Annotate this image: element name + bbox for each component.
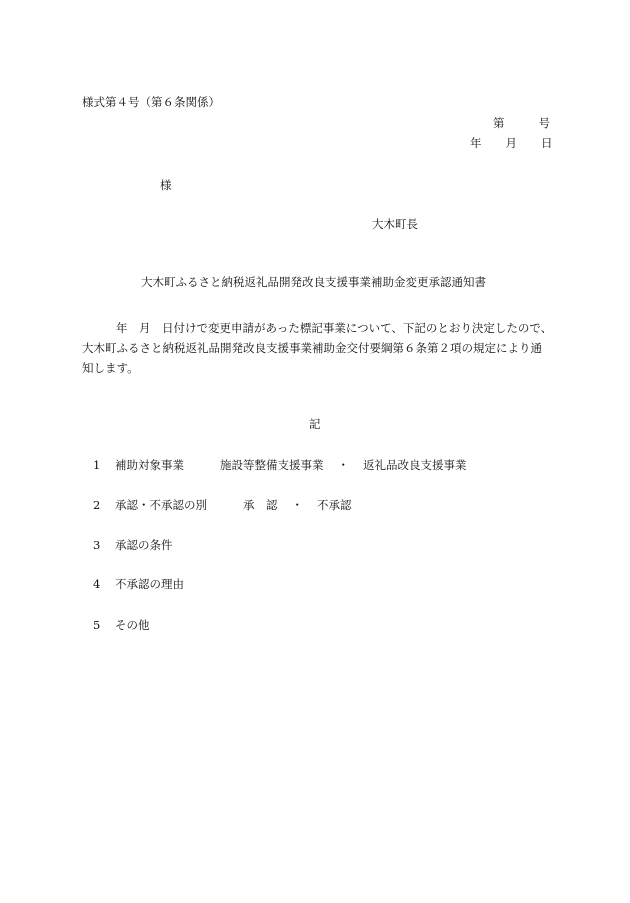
body-line-1: 年 月 日付けで変更申請があった標記事業について、下記のとおり決定したので、 <box>116 321 553 335</box>
number-dai: 第 <box>493 116 505 130</box>
item-label: その他 <box>115 618 150 632</box>
item-number: 3 <box>93 538 101 552</box>
date-day: 日 <box>541 136 553 150</box>
date-month: 月 <box>505 136 517 150</box>
body-paragraph <box>82 318 552 378</box>
sender-name: 大木町長 <box>372 217 418 231</box>
list-item <box>93 460 467 472</box>
list-item <box>93 579 184 591</box>
addressee-suffix: 様 <box>160 178 172 192</box>
document-number-line <box>493 118 550 130</box>
number-go: 号 <box>538 116 550 130</box>
option-separator: ・ <box>291 498 303 512</box>
item-label: 不承認の理由 <box>115 577 184 591</box>
body-line-3: 知します。 <box>82 361 139 375</box>
list-item <box>93 500 352 512</box>
option-return-gift-support: 返礼品改良支援事業 <box>363 458 467 472</box>
list-item <box>93 620 150 632</box>
date-line <box>470 138 553 150</box>
item-label: 承認の条件 <box>115 538 173 552</box>
item-number: 2 <box>93 498 101 512</box>
date-year: 年 <box>470 136 482 150</box>
ki-heading: 記 <box>309 417 321 431</box>
body-line-2: 大木町ふるさと納税返礼品開発改良支援事業補助金交付要綱第６条第２項の規定により通 <box>82 341 542 355</box>
form-number-label: 様式第４号（第６条関係） <box>82 95 220 109</box>
document-title: 大木町ふるさと納税返礼品開発改良支援事業補助金変更承認通知書 <box>141 275 486 289</box>
option-separator: ・ <box>337 458 349 472</box>
item-label: 承認・不承認の別 <box>115 498 207 512</box>
item-label: 補助対象事業 <box>115 458 184 472</box>
list-item <box>93 540 173 552</box>
item-number: 5 <box>93 618 101 632</box>
option-approved: 承 認 <box>243 498 278 512</box>
option-not-approved: 不承認 <box>317 498 352 512</box>
option-facility-support: 施設等整備支援事業 <box>220 458 324 472</box>
item-number: 4 <box>93 577 101 591</box>
item-number: 1 <box>93 458 101 472</box>
